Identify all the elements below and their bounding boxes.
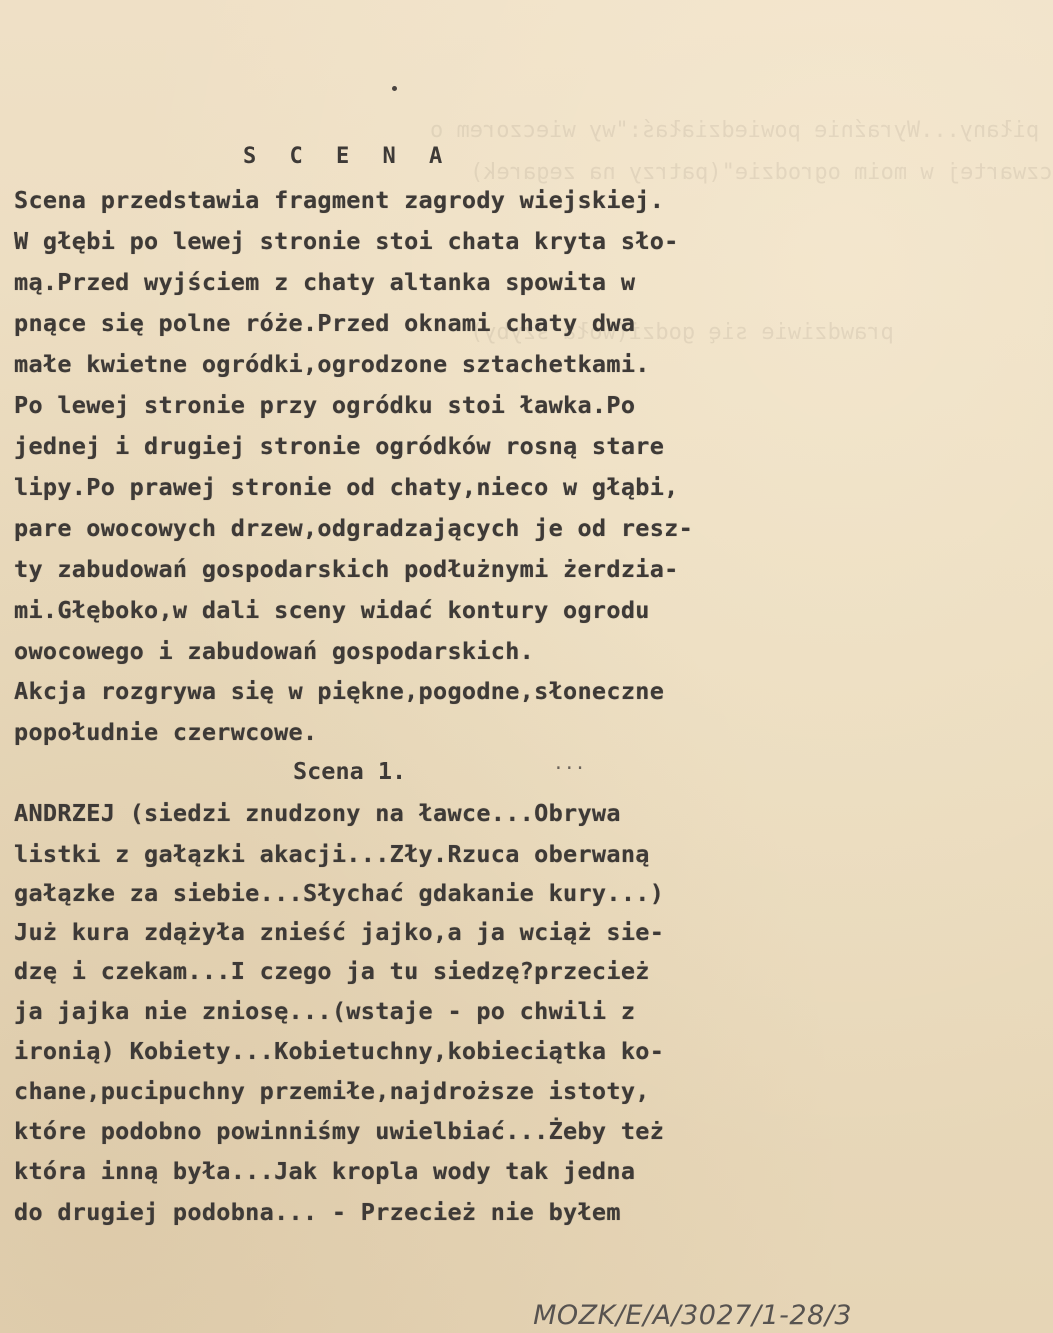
dialogue-line: chane,pucipuchny przemiłe,najdroższe istoty, bbox=[14, 1077, 650, 1105]
dialogue-line: do drugiej podobna... - Przecież nie byłem bbox=[14, 1198, 621, 1226]
description-line: owocowego i zabudowań gospodarskich. bbox=[14, 637, 535, 665]
dialogue-line: ANDRZEJ (siedzi znudzony na ławce...Obrywa bbox=[14, 799, 621, 827]
description-line: ty zabudowań gospodarskich podłużnymi żerdzia- bbox=[14, 555, 679, 583]
bleed-through-text: prawdziwie się godzi(woła szyby) bbox=[470, 320, 894, 345]
description-line: Scena przedstawia fragment zagrody wiejskiej. bbox=[14, 186, 665, 214]
scene-heading: S C E N A bbox=[243, 144, 453, 169]
description-line: mą.Przed wyjściem z chaty altanka spowita w bbox=[14, 268, 636, 296]
page-mark bbox=[392, 86, 397, 91]
description-line: jednej i drugiej stronie ogródków rosną stare bbox=[14, 432, 665, 460]
dialogue-line: Już kura zdążyła znieść jajko,a ja wciąż sie- bbox=[14, 918, 665, 946]
description-line: W głębi po lewej stronie stoi chata kryta sło- bbox=[14, 227, 679, 255]
description-line: Po lewej stronie przy ogródku stoi ławka.Po bbox=[14, 391, 636, 419]
dialogue-line: listki z gałązki akacji...Zły.Rzuca oberwaną bbox=[14, 840, 650, 868]
archive-signature: MOZK/E/A/3027/1-28/3 bbox=[533, 1300, 852, 1331]
description-line: pnące się polne róże.Przed oknami chaty dwa bbox=[14, 309, 636, 337]
description-line: mi.Głęboko,w dali sceny widać kontury ogrodu bbox=[14, 596, 650, 624]
dialogue-line: dzę i czekam...I czego ja tu siedzę?przecież bbox=[14, 957, 650, 985]
ellipsis-mark: ··· bbox=[553, 758, 586, 779]
description-line: małe kwietne ogródki,ogrodzone sztachetkami. bbox=[14, 350, 650, 378]
bleed-through-text: piłany...Wyraźnie powiedziałaś:"wy wieczorem o bbox=[430, 118, 1040, 143]
bleed-through-text: czwartej w moim ogrodzie"(patrzy na zegarek) bbox=[470, 160, 1053, 185]
scene-title: Scena 1. bbox=[293, 757, 407, 785]
description-line: pare owocowych drzew,odgradzających je od resz- bbox=[14, 514, 694, 542]
dialogue-line: które podobno powinniśmy uwielbiać...Żeby też bbox=[14, 1117, 665, 1145]
description-line: popołudnie czerwcowe. bbox=[14, 718, 318, 746]
description-line: lipy.Po prawej stronie od chaty,nieco w głąbi, bbox=[14, 473, 679, 501]
dialogue-line: która inną była...Jak kropla wody tak jedna bbox=[14, 1157, 636, 1185]
dialogue-line: gałązke za siebie...Słychać gdakanie kury...) bbox=[14, 879, 665, 907]
description-line: Akcja rozgrywa się w piękne,pogodne,słoneczne bbox=[14, 677, 665, 705]
dialogue-line: ja jajka nie zniosę...(wstaje - po chwili z bbox=[14, 997, 636, 1025]
dialogue-line: ironią) Kobiety...Kobietuchny,kobieciątka ko- bbox=[14, 1037, 665, 1065]
